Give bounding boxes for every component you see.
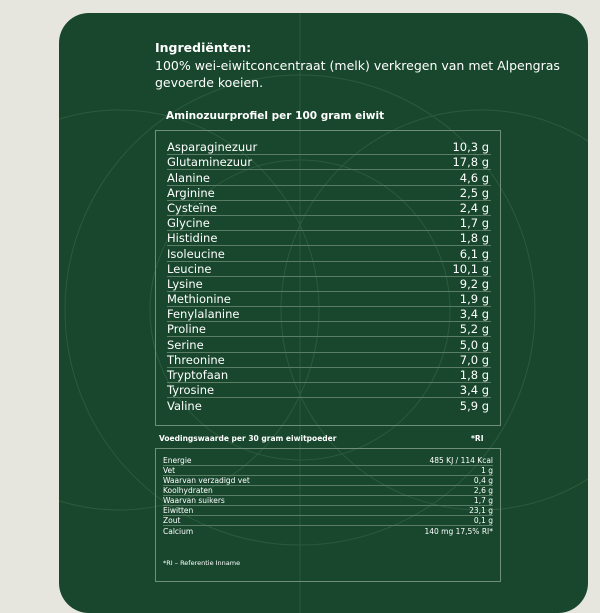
table-row [167,353,491,368]
table-row [167,246,491,261]
table-row [167,231,491,246]
table-row [163,526,493,536]
row-label: Lysine [167,276,203,291]
table-row [163,496,493,506]
row-label: Asparaginezuur [167,140,258,155]
row-label: Calcium [163,527,194,536]
nutrition-footnote: *RI – Referentie Inname [163,559,241,567]
row-label: Eiwitten [163,506,194,515]
row-value: 2,5 g [459,185,489,200]
row-value: 1,7 g [473,496,493,505]
table-row [167,140,491,155]
table-row [163,516,493,526]
table-row [163,486,493,496]
row-value: 2,6 g [473,486,493,495]
table-row [167,368,491,383]
table-row [163,456,493,466]
row-label: Methionine [167,292,231,307]
row-value: 0,4 g [473,476,493,485]
row-label: Zout [163,516,181,525]
row-value: 140 mg 17,5% RI* [424,527,493,536]
row-value: 1,8 g [459,368,489,382]
row-label: Tyrosine [167,383,215,398]
row-value: 5,9 g [459,399,489,414]
row-label: Tryptofaan [167,368,229,382]
row-value: 5,0 g [459,337,489,352]
ingredients-text: 100% wei-eiwitconcentraat (melk) verkregen van met Alpengras gevoerde koeien. [155,58,560,90]
row-label: Cysteïne [167,200,217,215]
amino-table [167,140,491,413]
table-row [163,476,493,486]
row-label: Proline [167,322,206,337]
row-value: 0,1 g [473,516,493,525]
row-value: 3,4 g [459,307,489,322]
row-value: 1 g [481,466,493,475]
row-value: 10,1 g [452,261,489,276]
table-row [167,292,491,307]
table-row [167,383,491,398]
nutrition-ri-label: *RI [471,434,484,443]
row-label: Energie [163,456,192,465]
row-value: 1,8 g [459,231,489,246]
row-value: 1,7 g [459,216,489,231]
table-row [167,186,491,201]
table-row [167,277,491,292]
row-label: Isoleucine [167,246,225,261]
row-label: Glycine [167,216,210,231]
row-label: Alanine [167,170,210,185]
row-label: Serine [167,337,204,352]
label-card [59,13,588,613]
row-label: Vet [163,466,176,475]
table-row [167,201,491,216]
row-label: Threonine [167,352,225,367]
table-row [167,262,491,277]
row-label: Valine [167,399,202,414]
row-label: Glutaminezuur [167,155,253,170]
row-label: Fenylalanine [167,307,240,322]
table-row [167,216,491,231]
row-value: 1,9 g [459,292,489,307]
row-value: 5,2 g [459,322,489,337]
row-value: 23,1 g [469,506,493,515]
row-label: Waarvan suikers [163,496,225,505]
row-value: 17,8 g [452,155,489,170]
ingredients-title: Ingrediënten: [155,40,252,55]
label-content [59,13,588,613]
row-label: Leucine [167,261,212,276]
row-label: Waarvan verzadigd vet [163,476,250,485]
nutrition-table-title: Voedingswaarde per 30 gram eiwitpoeder [159,434,337,443]
row-value: 4,6 g [459,170,489,185]
row-value: 6,1 g [459,246,489,261]
amino-table-title: Aminozuurprofiel per 100 gram eiwit [166,110,385,122]
table-row [167,322,491,337]
row-value: 3,4 g [459,383,489,398]
table-row [167,307,491,322]
table-row [167,155,491,170]
table-row [167,337,491,352]
row-value: 2,4 g [459,200,489,215]
row-label: Koolhydraten [163,486,213,495]
table-row [167,170,491,185]
table-row [163,506,493,516]
row-value: 485 KJ / 114 Kcal [429,456,493,465]
row-label: Histidine [167,231,218,246]
row-value: 9,2 g [459,276,489,291]
table-row [163,466,493,476]
table-row [167,398,491,413]
nutrition-table [163,456,493,536]
row-value: 10,3 g [452,140,489,155]
row-value: 7,0 g [459,352,489,367]
row-label: Arginine [167,185,215,200]
